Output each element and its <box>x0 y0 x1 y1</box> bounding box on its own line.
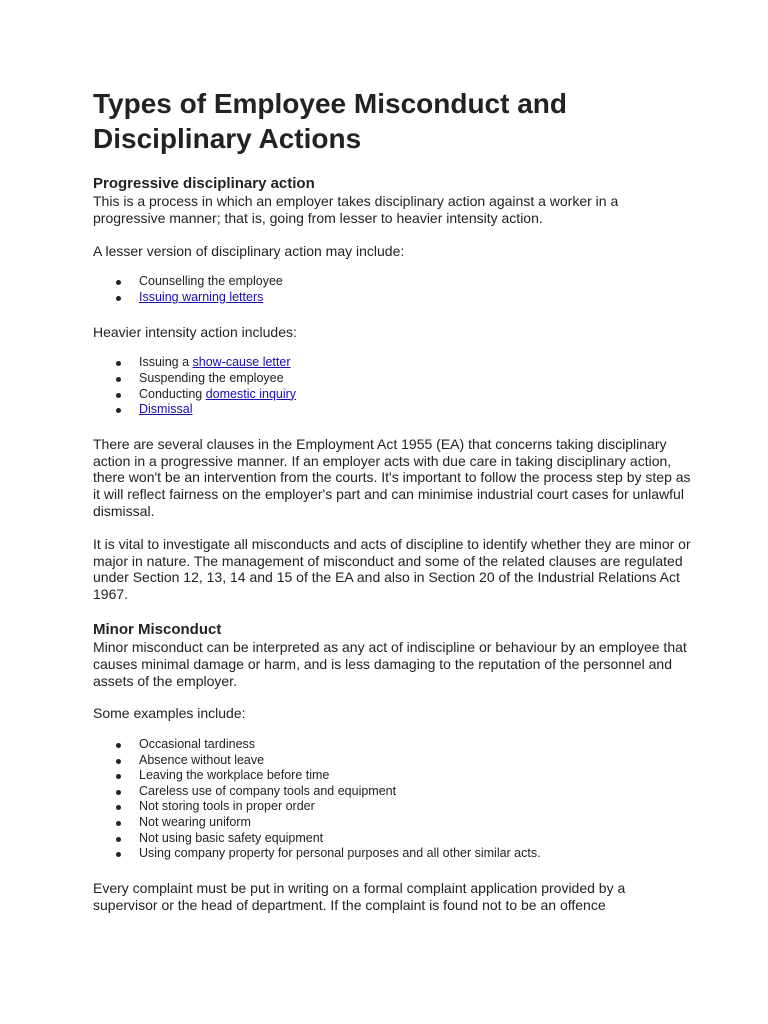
link-show-cause-letter[interactable]: show-cause letter <box>192 355 291 370</box>
link-dismissal[interactable]: Dismissal <box>139 402 193 417</box>
page-title: Types of Employee Misconduct and Disciplinary Actions <box>93 88 568 154</box>
section-heading-minor-misconduct: Minor Misconduct <box>93 620 222 638</box>
list-item <box>93 387 693 403</box>
list-item <box>93 355 693 371</box>
paragraph-heavier-intro: Heavier intensity action includes: <box>93 323 297 340</box>
list-item <box>93 402 693 418</box>
list-item-text: Not using basic safety equipment <box>139 830 324 845</box>
link-domestic-inquiry[interactable]: domestic inquiry <box>205 386 297 401</box>
document-body <box>93 86 693 913</box>
list-item <box>93 290 693 306</box>
list-item-text: Conducting <box>139 386 206 401</box>
list-item-text: Not storing tools in proper order <box>139 799 315 814</box>
heavier-action-list <box>93 355 693 417</box>
minor-examples-list <box>93 737 693 862</box>
list-item-text: Leaving the workplace before time <box>139 768 330 783</box>
paragraph-examples-intro: Some examples include: <box>93 705 246 722</box>
list-item-text: Issuing a <box>139 355 193 370</box>
list-item <box>93 371 693 387</box>
list-item <box>93 846 693 862</box>
list-item <box>93 815 693 831</box>
list-item <box>93 831 693 847</box>
paragraph-progressive-intro: This is a process in which an employer takes disciplinary action against a worker in a progressive manner; that is, going from lesser to heavier intensity action. <box>93 193 619 226</box>
section-heading-progressive: Progressive disciplinary action <box>93 175 315 192</box>
list-item-text: Counselling the employee <box>139 274 283 289</box>
list-item <box>93 753 693 769</box>
paragraph-complaint: Every complaint must be put in writing on a formal complaint application provided by a supervisor or the head of department. If the complaint is found not to be an offence <box>93 879 626 913</box>
list-item-text: Occasional tardiness <box>139 737 256 752</box>
link-issuing-warning-letters[interactable]: Issuing warning letters <box>139 289 264 304</box>
list-item-text: Using company property for personal purposes and all other similar acts. <box>139 846 541 861</box>
paragraph-lesser-intro: A lesser version of disciplinary action may include: <box>93 242 405 259</box>
list-item-text: Careless use of company tools and equipment <box>139 783 397 798</box>
list-item-text: Absence without leave <box>139 752 265 767</box>
paragraph-investigate: It is vital to investigate all misconducts and acts of discipline to identify whether they are minor or major in nature. The management of misconduct and some of the related clauses are regulated under Section 12, 13, 14 and 15 of the EA and also in Section 20 of the Industrial Relations Act 1967. <box>93 535 691 603</box>
list-item <box>93 768 693 784</box>
paragraph-minor-intro: Minor misconduct can be interpreted as any act of indiscipline or behaviour by an employee that causes minimal damage or harm, and is less damaging to the reputation of the personnel and assets of the employer. <box>93 638 687 689</box>
list-item <box>93 274 693 290</box>
list-item <box>93 784 693 800</box>
paragraph-employment-act: There are several clauses in the Employment Act 1955 (EA) that concerns taking disciplinary action in a progressive manner. If an employer acts with due care in taking disciplinary action, there won't be an intervention from the courts. It's important to follow the process step by step as it will reflect fairness on the employer's part and can minimise industrial court cases for unlawful dismissal. <box>93 435 691 519</box>
list-item <box>93 799 693 815</box>
lesser-action-list <box>93 274 693 305</box>
list-item-text: Suspending the employee <box>139 370 284 385</box>
list-item <box>93 737 693 753</box>
list-item-text: Not wearing uniform <box>139 815 251 830</box>
